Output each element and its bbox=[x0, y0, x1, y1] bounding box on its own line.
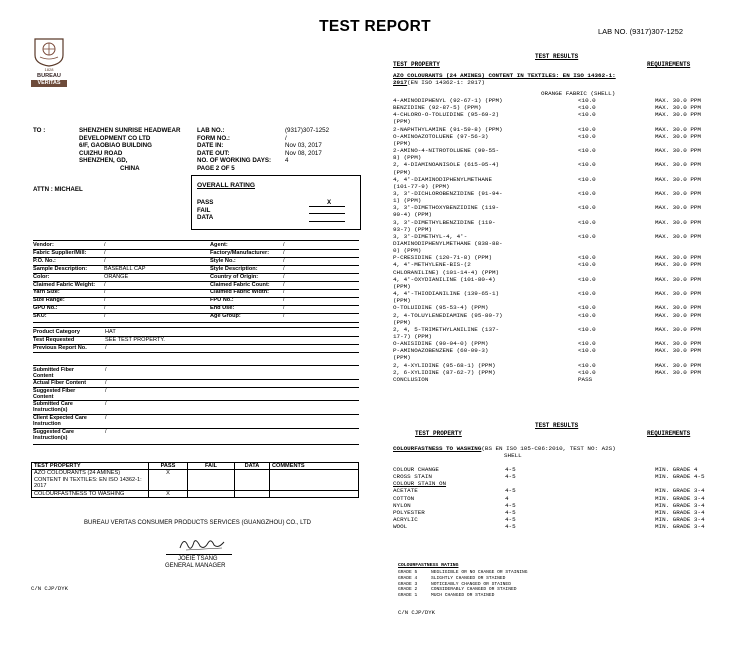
wash-result: 4 bbox=[505, 494, 509, 502]
wash-requirement: MIN. GRADE 4-5 bbox=[655, 473, 705, 481]
signer-name: JOEIE TSANG bbox=[178, 556, 218, 562]
detail-value: / bbox=[283, 242, 285, 248]
azo-requirement: MAX. 30.0 PPM bbox=[655, 275, 701, 283]
detail-value: / bbox=[283, 297, 285, 304]
detail-label: P.O. No.: bbox=[33, 257, 56, 264]
azo-requirement: MAX. 30.0 PPM bbox=[655, 111, 701, 119]
legend-grade: GRADE 4 bbox=[398, 575, 418, 581]
wash-requirement: MIN. GRADE 3-4 bbox=[655, 494, 705, 502]
signature-line bbox=[166, 554, 232, 555]
azo-requirement: MAX. 30.0 PPM bbox=[655, 304, 701, 312]
to-line: SHENZHEN SUNRISE HEADWEAR bbox=[79, 127, 181, 134]
company-name: BUREAU VERITAS CONSUMER PRODUCTS SERVICES (GUANGZHOU) CO., LTD bbox=[83, 520, 312, 526]
detail-label: Claimed Fabric Count: bbox=[210, 281, 270, 288]
azo-requirement: MAX. 30.0 PPM bbox=[655, 325, 701, 333]
azo-substance bbox=[393, 261, 499, 275]
azo-substance-line: (PPM) bbox=[393, 139, 411, 147]
wash-requirement: MIN. GRADE 3-4 bbox=[655, 501, 705, 509]
azo-result: <10.0 bbox=[578, 97, 596, 104]
azo-result: <10.0 bbox=[578, 347, 596, 355]
product-value: SEE TEST PROPERTY. bbox=[105, 337, 165, 343]
product-value: / bbox=[105, 345, 107, 351]
wash-heading-suffix: (BS EN ISO 105-C06:2010, TEST NO: A2S) bbox=[481, 445, 616, 452]
azo-requirement: MAX. 30.0 PPM bbox=[655, 189, 701, 197]
fiber-label: Client Expected Care Instruction bbox=[33, 415, 87, 427]
summary-data bbox=[235, 490, 270, 497]
summary-fail bbox=[188, 490, 235, 497]
info-label: FORM NO.: bbox=[197, 134, 230, 142]
bureau-veritas-logo bbox=[29, 37, 69, 87]
summary-header: FAIL bbox=[188, 463, 235, 470]
detail-label: GPU No.: bbox=[33, 305, 58, 312]
wash-requirements-header: REQUIREMENTS bbox=[647, 430, 691, 437]
azo-substance-line: CONCLUSION bbox=[393, 375, 429, 383]
detail-label: Factory/Manufacturer: bbox=[210, 249, 270, 256]
to-line: CHINA bbox=[120, 164, 140, 172]
azo-sample: ORANGE FABRIC (SHELL) bbox=[541, 90, 616, 97]
info-value: Nov 08, 2017 bbox=[285, 149, 322, 157]
detail-label: Agent: bbox=[210, 242, 228, 248]
wash-property: COLOUR STAIN ON bbox=[393, 480, 447, 488]
detail-label: Style Description: bbox=[210, 265, 258, 272]
detail-label: Vendor: bbox=[33, 242, 54, 248]
info-value: / bbox=[285, 134, 287, 142]
signer-title: GENERAL MANAGER bbox=[165, 563, 226, 569]
azo-requirement: MAX. 30.0 PPM bbox=[655, 161, 701, 169]
azo-substance-line: O-TOLUIDINE (95-53-4) (PPM) bbox=[393, 304, 489, 312]
summary-fail bbox=[188, 470, 235, 490]
fiber-value: / bbox=[105, 429, 107, 435]
azo-results-header: TEST RESULTS bbox=[535, 53, 579, 60]
detail-label: Size Range: bbox=[33, 297, 65, 304]
azo-substance-line: 4, 4'-THIODIANILINE (139-65-1) bbox=[393, 290, 500, 298]
azo-requirement: MAX. 30.0 PPM bbox=[655, 340, 701, 348]
wash-result: 4-5 bbox=[505, 523, 516, 531]
to-address bbox=[79, 127, 180, 173]
to-line: CUIZHU ROAD bbox=[79, 149, 123, 157]
azo-substance-line: 93-7) (PPM) bbox=[393, 225, 432, 233]
footer-right: C/N CJP/DYK bbox=[398, 609, 435, 616]
azo-substance-line: 4, 4'-OXYDIANILINE (101-80-4) bbox=[393, 275, 496, 283]
azo-result: <10.0 bbox=[578, 261, 596, 269]
azo-result: <10.0 bbox=[578, 290, 596, 298]
azo-substance-line: (PPM) bbox=[393, 297, 411, 305]
azo-substance bbox=[393, 340, 488, 347]
azo-substance bbox=[393, 133, 488, 147]
azo-requirement: MAX. 30.0 PPM bbox=[655, 261, 701, 269]
azo-substance bbox=[393, 104, 481, 111]
azo-substance bbox=[393, 376, 428, 383]
fiber-label: Suggested Care Instruction(s) bbox=[33, 429, 75, 441]
summary-comments bbox=[270, 470, 359, 490]
detail-value: BASEBALL CAP bbox=[104, 265, 146, 272]
azo-result: <10.0 bbox=[578, 340, 596, 348]
wash-result: 4-5 bbox=[505, 487, 516, 495]
legend-grade: GRADE 2 bbox=[398, 587, 418, 593]
azo-requirement: MAX. 30.0 PPM bbox=[655, 232, 701, 240]
azo-substance-line: 2, 6-XYLIDINE (87-62-7) (PPM) bbox=[393, 368, 496, 376]
azo-result: <10.0 bbox=[578, 111, 596, 119]
detail-value: / bbox=[283, 273, 285, 280]
wash-result: 4-5 bbox=[505, 466, 516, 473]
attn: ATTN : MICHAEL bbox=[33, 186, 83, 193]
wash-requirement: MIN. GRADE 3-4 bbox=[655, 487, 705, 495]
legend-row bbox=[398, 593, 495, 599]
detail-value: / bbox=[104, 297, 106, 304]
legend-desc: NOTICEABLY CHANGED OR STAINED bbox=[431, 581, 511, 587]
fiber-label: Suggested Fiber Content bbox=[33, 388, 76, 400]
signature-scribble-icon bbox=[176, 534, 230, 554]
azo-substance-line: (PPM) bbox=[393, 282, 411, 290]
to-label: TO : bbox=[33, 127, 46, 134]
signature bbox=[176, 534, 230, 554]
detail-value: ORANGE bbox=[104, 273, 129, 280]
detail-label: Color: bbox=[33, 273, 50, 280]
azo-substance-line: 4-AMINODIPHENYL (92-67-1) (PPM) bbox=[393, 97, 503, 104]
azo-substance bbox=[393, 126, 503, 133]
summary-header: TEST PROPERTY bbox=[32, 463, 149, 470]
azo-substance-line: (PPM) bbox=[393, 354, 411, 362]
azo-substance-line: 4, 4'-DIAMINODIPHENYLMETHANE bbox=[393, 175, 492, 183]
azo-substance-line: P-CRESIDINE (120-71-8) (PPM) bbox=[393, 254, 492, 262]
azo-requirement: MAX. 30.0 PPM bbox=[655, 132, 701, 140]
detail-value: / bbox=[104, 313, 106, 320]
wash-heading-title: COLOURFASTNESS TO WASHING bbox=[393, 445, 482, 452]
azo-result: <10.0 bbox=[578, 311, 596, 319]
azo-substance-line: 2, 4-XYLIDINE (95-68-1) (PPM) bbox=[393, 361, 496, 369]
summary-comments bbox=[270, 490, 359, 497]
azo-substance-line: 3, 3'-DIMETHOXYBENZIDINE (119- bbox=[393, 204, 500, 212]
azo-result: <10.0 bbox=[578, 275, 596, 283]
azo-substance-line: O-ANISIDINE (90-04-0) (PPM) bbox=[393, 340, 489, 348]
azo-substance-line: (PPM) bbox=[393, 318, 411, 326]
detail-value: / bbox=[283, 289, 285, 296]
overall-rating-labels bbox=[197, 199, 213, 222]
info-label: PAGE 2 OF 5 bbox=[197, 164, 235, 172]
product-labels bbox=[33, 328, 87, 352]
fiber-value: / bbox=[105, 367, 107, 373]
azo-requirements-header: REQUIREMENTS bbox=[647, 61, 691, 68]
azo-substance bbox=[393, 312, 503, 326]
azo-result: PASS bbox=[578, 375, 593, 383]
product-label: Product Category bbox=[33, 329, 80, 335]
azo-heading-line: AZO COLOURANTS (24 AMINES) CONTENT IN TEXTILES: EN ISO 14362-1: bbox=[393, 72, 616, 79]
azo-requirement: MAX. 30.0 PPM bbox=[655, 147, 701, 155]
detail-value: / bbox=[104, 249, 106, 256]
rating-fail-line bbox=[309, 213, 345, 214]
legend-desc: NEGLIGIBLE OR NO CHANGE OR STAINING bbox=[431, 570, 528, 575]
azo-substance-line: 90-4) (PPM) bbox=[393, 211, 432, 219]
wash-result: 4-5 bbox=[505, 473, 516, 481]
footer-left: C/N CJP/DYK bbox=[31, 585, 68, 592]
detail-label: Fabric Supplier/Mill: bbox=[33, 249, 87, 256]
detail-value: / bbox=[283, 257, 285, 264]
detail-value: / bbox=[104, 289, 106, 296]
detail-value: / bbox=[283, 281, 285, 288]
azo-substance-line: (PPM) bbox=[393, 168, 411, 176]
logo-emblem-icon bbox=[29, 37, 69, 67]
detail-value: / bbox=[104, 242, 106, 248]
azo-substance bbox=[393, 204, 499, 218]
detail-value: / bbox=[104, 281, 106, 288]
azo-requirement: MAX. 30.0 PPM bbox=[655, 368, 701, 376]
azo-result: <10.0 bbox=[578, 175, 596, 183]
wash-property: WOOL bbox=[393, 523, 408, 531]
wash-property: COTTON bbox=[393, 494, 415, 502]
wash-result: 4-5 bbox=[505, 501, 516, 509]
wash-property: CROSS STAIN bbox=[393, 473, 432, 481]
azo-substance-line: 3, 3'-DIMETHYLBENZIDINE (119- bbox=[393, 218, 496, 226]
azo-result: <10.0 bbox=[578, 254, 596, 262]
fiber-label: Submitted Care Instruction(s) bbox=[33, 401, 73, 413]
azo-substance-line: 2, 4-DIAMINOANISOLE (615-05-4) bbox=[393, 161, 500, 169]
summary-table bbox=[31, 462, 359, 498]
summary-data bbox=[235, 470, 270, 490]
azo-substance bbox=[393, 326, 499, 340]
azo-substance bbox=[393, 97, 503, 104]
azo-requirement: MAX. 30.0 PPM bbox=[655, 218, 701, 226]
summary-row bbox=[32, 490, 359, 497]
rating-pass-mark: X bbox=[327, 199, 332, 206]
legend-grade: GRADE 1 bbox=[398, 593, 418, 599]
azo-substance bbox=[393, 176, 492, 190]
wash-property: POLYESTER bbox=[393, 508, 425, 516]
detail-label: Country of Origin: bbox=[210, 273, 259, 280]
azo-substance bbox=[393, 219, 496, 233]
info-values bbox=[285, 127, 329, 165]
detail-value: / bbox=[104, 257, 106, 264]
info-labels bbox=[197, 127, 271, 173]
azo-result: <10.0 bbox=[578, 361, 596, 369]
azo-substance-line: 3, 3'-DIMETHYL-4, 4'- bbox=[393, 232, 468, 240]
fiber-label: Actual Fiber Content bbox=[33, 380, 87, 386]
azo-result: <10.0 bbox=[578, 147, 596, 155]
detail-value: / bbox=[283, 305, 285, 312]
wash-requirement: MIN. GRADE 3-4 bbox=[655, 516, 705, 524]
summary-header: COMMENTS bbox=[270, 463, 359, 470]
azo-heading-suffix: (EN ISO 14362-1: 2017) bbox=[407, 79, 485, 87]
report-title: TEST REPORT bbox=[319, 18, 431, 35]
azo-substance bbox=[393, 276, 496, 290]
fiber-value: / bbox=[105, 415, 107, 421]
detail-label: FPU No.: bbox=[210, 297, 234, 304]
wash-property: NYLON bbox=[393, 501, 411, 509]
product-label: Test Requested bbox=[33, 337, 75, 343]
detail-label: Claimed Fabric Weight: bbox=[33, 281, 96, 288]
fiber-value: / bbox=[105, 401, 107, 407]
detail-label: Style No.: bbox=[210, 257, 236, 264]
summary-row bbox=[32, 470, 359, 490]
summary-header-row bbox=[32, 463, 359, 470]
wash-requirement: MIN. GRADE 3-4 bbox=[655, 508, 705, 516]
info-label: DATE IN: bbox=[197, 142, 224, 150]
azo-substance-line: BENZIDINE (92-87-5) (PPM) bbox=[393, 104, 482, 112]
azo-result: <10.0 bbox=[578, 218, 596, 226]
azo-substance bbox=[393, 304, 488, 311]
fiber-table bbox=[33, 365, 359, 445]
azo-result: <10.0 bbox=[578, 125, 596, 133]
legend-desc: SLIGHTLY CHANGED OR STAINED bbox=[431, 575, 506, 581]
overall-rating-title: OVERALL RATING bbox=[197, 182, 256, 189]
azo-substance bbox=[393, 111, 499, 125]
azo-substance-line: (101-77-9) (PPM) bbox=[393, 182, 450, 190]
fiber-label: Submitted Fiber Content bbox=[33, 367, 75, 379]
azo-requirement: MAX. 30.0 PPM bbox=[655, 347, 701, 355]
azo-substance bbox=[393, 161, 499, 175]
wash-requirement: MIN. GRADE 3-4 bbox=[655, 523, 705, 531]
azo-result: <10.0 bbox=[578, 325, 596, 333]
summary-pass: X bbox=[149, 470, 188, 490]
detail-value: / bbox=[283, 265, 285, 272]
legend-desc: MUCH CHANGED OR STAINED bbox=[431, 593, 495, 599]
azo-substance-line: 2-NAPHTHYLAMINE (91-59-8) (PPM) bbox=[393, 125, 503, 133]
wash-results-header: TEST RESULTS bbox=[535, 422, 579, 429]
azo-substance-line: 0) (PPM) bbox=[393, 247, 422, 255]
info-label: LAB NO.: bbox=[197, 127, 225, 134]
azo-substance-line: 4-CHLORO-O-TOLUIDINE (95-69-2) bbox=[393, 111, 500, 119]
rating-pass-line bbox=[309, 206, 345, 207]
azo-substance-line: CHLORANILINE) (101-14-4) (PPM) bbox=[393, 268, 500, 276]
detail-label: Age Group: bbox=[210, 313, 241, 320]
detail-label: Sample Description: bbox=[33, 265, 88, 272]
logo-year: 1828 bbox=[44, 67, 54, 72]
azo-requirement: MAX. 30.0 PPM bbox=[655, 254, 701, 262]
rating-data-label: DATA bbox=[197, 214, 214, 222]
overall-rating-box bbox=[191, 175, 361, 230]
azo-substance bbox=[393, 190, 503, 204]
azo-substance-line: 4, 4'-METHYLENE-BIS-(2 bbox=[393, 261, 471, 269]
summary-property: AZO COLOURANTS (24 AMINES) CONTENT IN TEXTILES: EN ISO 14362-1: 2017 bbox=[32, 470, 149, 490]
wash-property: COLOUR CHANGE bbox=[393, 466, 439, 473]
azo-requirement: MAX. 30.0 PPM bbox=[655, 175, 701, 183]
wash-heading bbox=[393, 445, 616, 452]
wash-result: 4-5 bbox=[505, 516, 516, 524]
azo-substance-line: 1) (PPM) bbox=[393, 197, 422, 205]
azo-substance bbox=[393, 233, 503, 254]
rating-fail-label: FAIL bbox=[197, 206, 211, 214]
wash-property: ACRYLIC bbox=[393, 516, 418, 524]
product-label: Previous Report No. bbox=[33, 345, 87, 351]
info-value: (9317)307-1252 bbox=[285, 127, 330, 134]
azo-result: <10.0 bbox=[578, 204, 596, 212]
wash-sample: SHELL bbox=[504, 452, 522, 459]
azo-requirement: MAX. 30.0 PPM bbox=[655, 290, 701, 298]
product-table bbox=[33, 327, 359, 353]
summary-property: COLOURFASTNESS TO WASHING bbox=[32, 490, 149, 497]
wash-requirement: MIN. GRADE 4 bbox=[655, 466, 698, 473]
azo-requirement: MAX. 30.0 PPM bbox=[655, 361, 701, 369]
to-line: SHENZHEN, GD, bbox=[79, 157, 128, 165]
azo-substance-line: 2-AMINO-4-NITROTOLUENE (99-55- bbox=[393, 147, 500, 155]
product-values bbox=[105, 328, 165, 352]
logo-bureau: BUREAU bbox=[37, 73, 61, 79]
azo-requirement: MAX. 30.0 PPM bbox=[655, 125, 701, 133]
azo-heading bbox=[393, 72, 616, 87]
azo-substance-line: (PPM) bbox=[393, 118, 411, 126]
fiber-value: / bbox=[105, 388, 107, 394]
azo-substance-line: DIAMINODIPHENYLMETHANE (838-88- bbox=[393, 240, 503, 247]
detail-label: Yarn Size: bbox=[33, 289, 60, 296]
rating-legend-title: COLOURFASTNESS RATING bbox=[398, 563, 459, 568]
azo-substance bbox=[393, 290, 499, 304]
fiber-value: / bbox=[105, 380, 107, 386]
rating-data-line bbox=[309, 221, 345, 222]
azo-substance bbox=[393, 254, 492, 261]
detail-label: Claimed Fabric Width: bbox=[210, 289, 269, 296]
azo-requirement: MAX. 30.0 PPM bbox=[655, 104, 701, 112]
legend-grade: GRADE 5 bbox=[398, 570, 418, 575]
to-line: DEVELOPMENT CO LTD bbox=[79, 134, 151, 142]
summary-header: DATA bbox=[235, 463, 270, 470]
detail-label: End Use: bbox=[210, 305, 235, 312]
azo-substance bbox=[393, 147, 499, 161]
azo-result: <10.0 bbox=[578, 161, 596, 169]
info-value: Nov 03, 2017 bbox=[285, 142, 322, 150]
info-label: DATE OUT: bbox=[197, 149, 230, 157]
azo-result: <10.0 bbox=[578, 132, 596, 140]
azo-result: <10.0 bbox=[578, 232, 596, 240]
to-line: 6/F, GAOBIAO BUILDING bbox=[79, 142, 152, 150]
info-value: 4 bbox=[285, 157, 289, 165]
azo-substance-line: 3, 3'-DICHLOROBENZIDINE (91-94- bbox=[393, 189, 503, 197]
legend-desc: CONSIDERABLY CHANGED OR STAINED bbox=[431, 587, 517, 593]
azo-substance-line: 2, 4-TOLUYLENEDIAMINE (95-80-7) bbox=[393, 311, 503, 319]
product-value: HAT bbox=[105, 329, 116, 335]
azo-heading-line: 2017(EN ISO 14362-1: 2017) bbox=[393, 79, 485, 87]
azo-property-header: TEST PROPERTY bbox=[393, 61, 440, 68]
legend-grade: GRADE 3 bbox=[398, 581, 418, 587]
wash-result: 4-5 bbox=[505, 508, 516, 516]
azo-substance-line: P-AMINOAZOBENZENE (60-09-3) bbox=[393, 347, 489, 355]
azo-substance-line: 2, 4, 5-TRIMETHYLANILINE (137- bbox=[393, 325, 500, 333]
azo-requirement: MAX. 30.0 PPM bbox=[655, 311, 701, 319]
details-table bbox=[33, 240, 359, 323]
header-lab-no: LAB NO. (9317)307-1252 bbox=[598, 27, 684, 36]
rating-pass-label: PASS bbox=[197, 199, 214, 206]
azo-requirement: MAX. 30.0 PPM bbox=[655, 204, 701, 212]
detail-value: / bbox=[283, 249, 285, 256]
azo-substance bbox=[393, 347, 488, 361]
rating-legend bbox=[398, 570, 528, 599]
wash-property-header: TEST PROPERTY bbox=[415, 430, 462, 437]
summary-pass: X bbox=[149, 490, 188, 497]
wash-property: ACETATE bbox=[393, 487, 418, 495]
detail-label: SKU: bbox=[33, 313, 47, 320]
azo-result: <10.0 bbox=[578, 304, 596, 312]
azo-requirement: MAX. 30.0 PPM bbox=[655, 97, 701, 104]
azo-substance-line: O-AMINOAZOTOLUENE (97-56-3) bbox=[393, 132, 489, 140]
detail-value: / bbox=[283, 313, 285, 320]
azo-substance bbox=[393, 369, 496, 376]
detail-value: / bbox=[104, 305, 106, 312]
summary-header: PASS bbox=[149, 463, 188, 470]
azo-result: <10.0 bbox=[578, 189, 596, 197]
azo-result: <10.0 bbox=[578, 104, 596, 112]
info-label: NO. OF WORKING DAYS: bbox=[197, 157, 272, 165]
azo-result: <10.0 bbox=[578, 368, 596, 376]
azo-substance-line: 8) (PPM) bbox=[393, 154, 422, 162]
logo-veritas: VERITAS bbox=[31, 80, 67, 87]
azo-substance-line: 17-7) (PPM) bbox=[393, 332, 432, 340]
azo-substance bbox=[393, 362, 496, 369]
